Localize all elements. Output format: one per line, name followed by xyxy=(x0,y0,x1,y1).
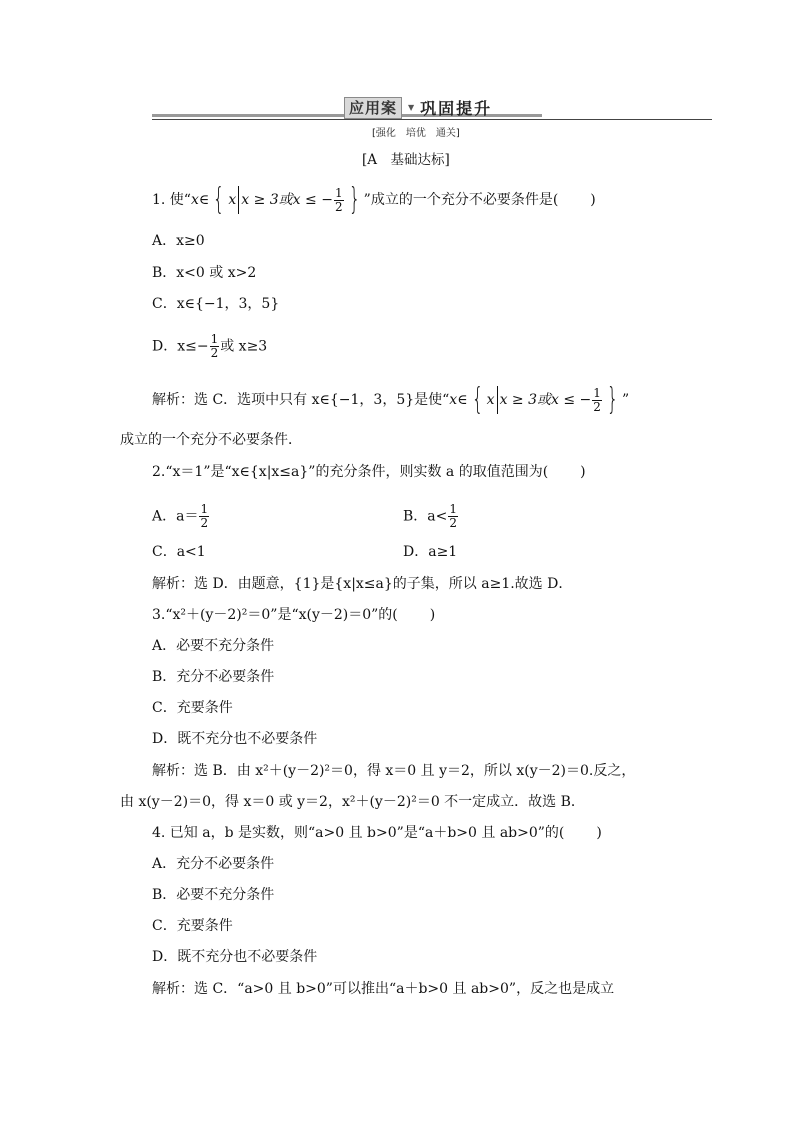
q4-stem-end: ) xyxy=(596,825,602,841)
q1-option-b: B．x<0 或 x>2 xyxy=(152,265,257,281)
q1-set-prefix: x∈ xyxy=(449,392,468,408)
header-badge: 应用案 xyxy=(344,97,402,119)
section-title: [A 基础达标] xyxy=(362,152,450,168)
q1-set-cond: x ≥ 3或x ≤ − xyxy=(499,392,592,408)
frac-den: 2 xyxy=(210,346,219,360)
q1-set-var: x xyxy=(486,392,495,408)
q2-option-b-text: B．a< xyxy=(403,508,448,525)
q4-option-b: B．必要不充分条件 xyxy=(152,887,275,903)
frac-den: 2 xyxy=(200,516,209,530)
q3-stem-end: ) xyxy=(429,607,436,623)
q3-option-a: A．必要不充分条件 xyxy=(152,638,275,654)
q3-analysis: 解析：选 B．由 x²＋(y－2)²＝0，得 x＝0 且 y＝2，所以 x(y－2)＝0.反之， xyxy=(152,763,636,779)
frac-num: 1 xyxy=(334,185,343,200)
q2-analysis: 解析：选 D．由题意，{1}是{x|x≤a}的子集，所以 a≥1.故选 D． xyxy=(152,576,573,592)
frac-num: 1 xyxy=(449,502,458,516)
q3-option-b: B．充分不必要条件 xyxy=(152,669,275,685)
q4-stem-text: 4. 已知 a，b 是实数，则“a>0 且 b>0”是“a＋b>0 且 ab>0”的( xyxy=(152,825,565,841)
q1-option-c: C．x∈{−1，3，5} xyxy=(152,296,280,312)
q1-set-cond: x ≥ 3或x ≤ − xyxy=(241,192,333,208)
q4-option-a: A．充分不必要条件 xyxy=(152,856,275,872)
frac-den: 2 xyxy=(449,516,458,530)
page-header xyxy=(0,96,794,142)
left-brace: { xyxy=(213,182,225,217)
header-badge-group xyxy=(344,96,492,119)
q2-option-c: C．a<1 xyxy=(152,544,206,560)
set-bar xyxy=(238,186,239,214)
set-bar xyxy=(497,386,498,414)
q1-stem-mid: ”成立的一个充分不必要条件是( xyxy=(363,192,559,208)
header-subtitle: [强化 培优 通关] xyxy=(372,128,460,139)
q1-option-d-fraction xyxy=(210,333,220,360)
q4-option-c: C．充要条件 xyxy=(152,918,233,934)
q3-analysis-cont: 由 x(y－2)＝0，得 x＝0 或 y＝2，x²＋(y－2)²＝0 不一定成立．故选 B． xyxy=(120,794,585,810)
q1-set-prefix: x∈ xyxy=(190,192,210,208)
q2-option-a-fraction xyxy=(199,503,209,530)
q3-option-c: C．充要条件 xyxy=(152,700,233,716)
q1-analysis-cont: 成立的一个充分不必要条件． xyxy=(120,432,302,448)
q1-analysis-start: 解析：选 C．选项中只有 x∈{−1，3，5}是使“ xyxy=(152,392,450,408)
q1-stem xyxy=(152,182,596,217)
frac-num: 1 xyxy=(210,332,219,346)
q2-option-d: D．a≥1 xyxy=(403,544,458,560)
q1-fraction xyxy=(334,187,344,214)
q3-stem-text: 3.“x²＋(y－2)²＝0”是“x(y－2)＝0”的( xyxy=(152,607,398,623)
q1-stem-start: 1. 使“ xyxy=(152,192,191,208)
q2-option-a-text: A．a＝ xyxy=(152,508,199,525)
q4-option-d: D．既不充分也不必要条件 xyxy=(152,949,318,965)
header-title: 巩固提升 xyxy=(420,99,493,118)
q2-stem-text: 2.“x＝1”是“x∈{x|x≤a}”的充分条件，则实数 a 的取值范围为( xyxy=(152,464,549,480)
frac-num: 1 xyxy=(200,502,209,516)
q2-stem-end: ) xyxy=(580,464,586,480)
q2-stem xyxy=(152,462,586,482)
q1-option-d-end: 或 x≥3 xyxy=(220,338,268,355)
header-rule xyxy=(152,119,712,120)
frac-den: 2 xyxy=(593,399,601,414)
right-brace: } xyxy=(348,182,360,217)
q3-stem xyxy=(152,605,435,625)
left-brace: { xyxy=(471,382,483,417)
q4-analysis: 解析：选 C．“a>0 且 b>0”可以推出“a＋b>0 且 ab>0”，反之也是成立 xyxy=(152,981,615,997)
q2-option-b-fraction xyxy=(448,503,458,530)
q1-analysis xyxy=(152,382,630,417)
q3-option-d: D．既不充分也不必要条件 xyxy=(152,731,318,747)
q1-option-d xyxy=(152,333,267,360)
q1-analysis-fraction xyxy=(592,387,602,414)
q1-analysis-quote: ” xyxy=(622,392,630,408)
frac-den: 2 xyxy=(334,199,343,214)
q2-option-a xyxy=(152,503,210,530)
q1-option-d-start: D．x≤− xyxy=(152,338,209,355)
q4-stem xyxy=(152,823,602,843)
right-brace: } xyxy=(606,382,619,417)
q1-stem-end: ) xyxy=(590,192,596,208)
frac-num: 1 xyxy=(593,385,601,400)
q1-option-a: A．x≥0 xyxy=(152,233,205,249)
q1-set-var: x xyxy=(228,192,237,208)
q2-option-b xyxy=(403,503,459,530)
triangle-icon: ▼ xyxy=(408,103,415,112)
